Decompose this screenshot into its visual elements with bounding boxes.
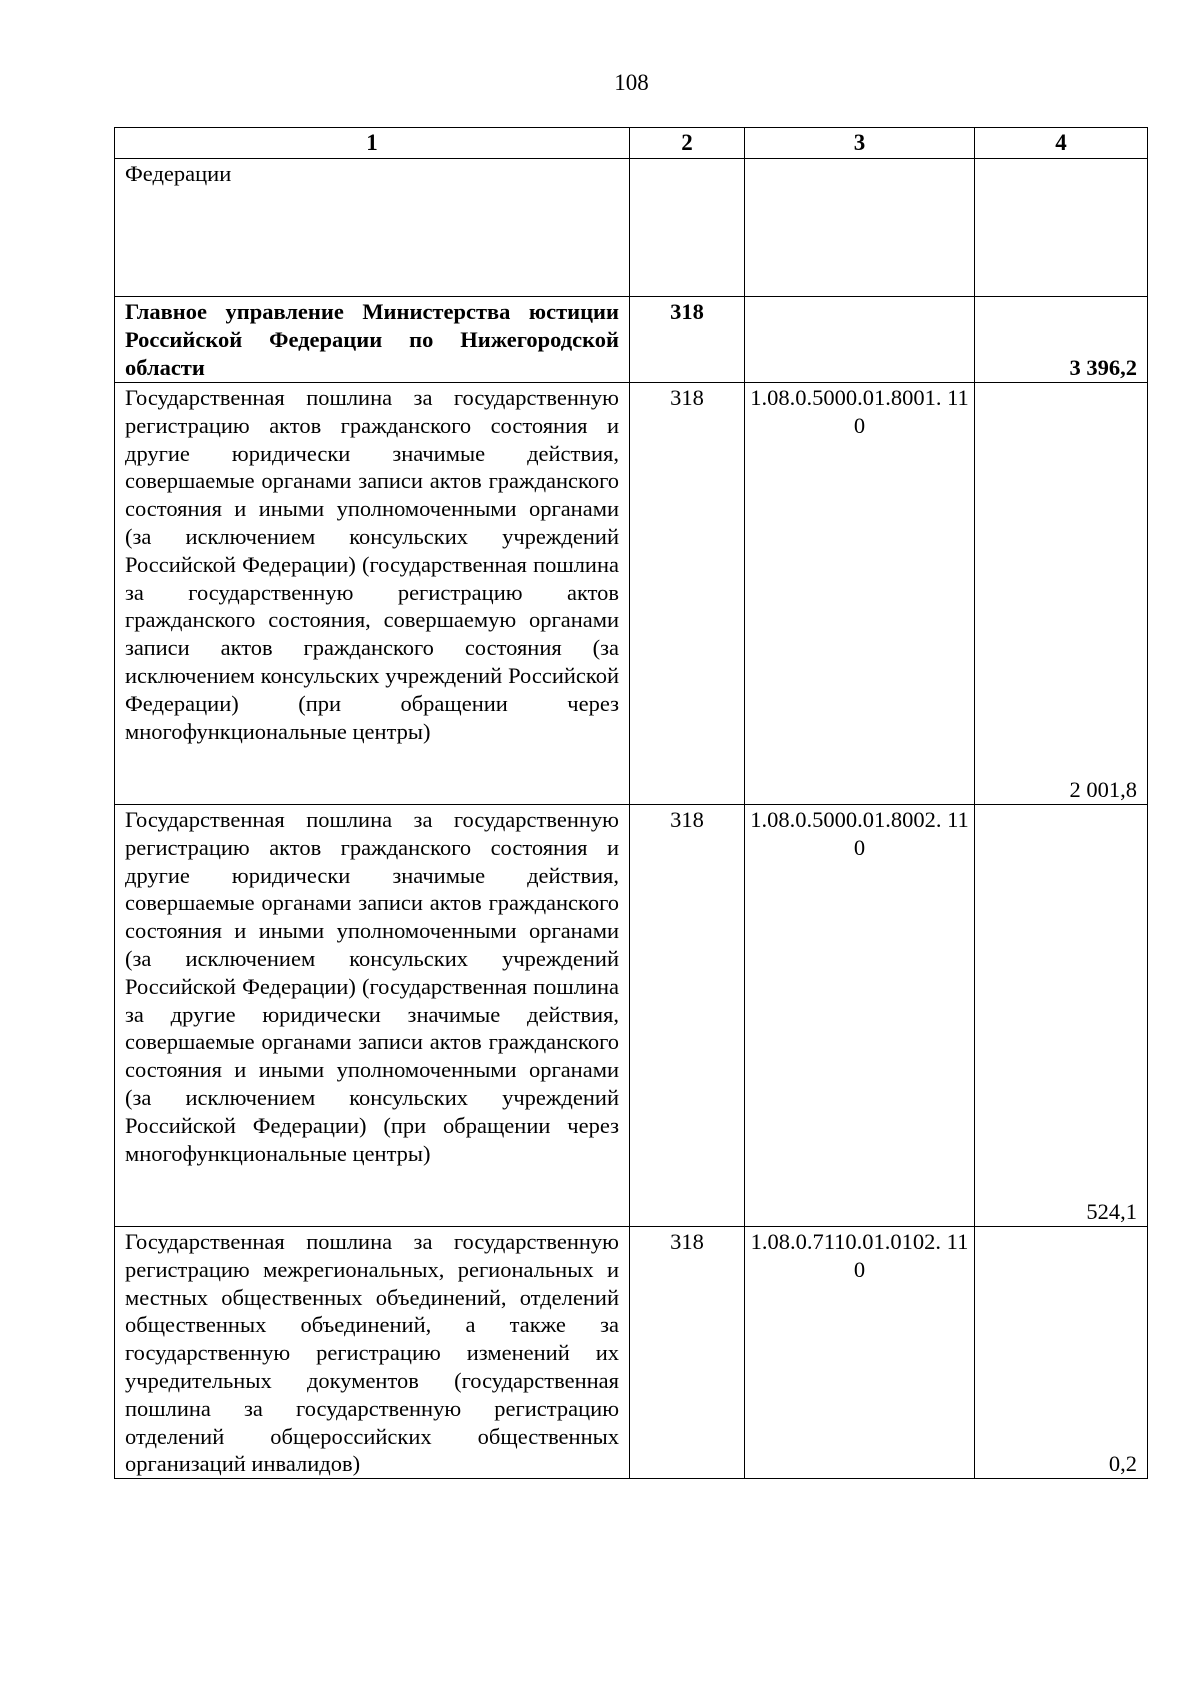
- row-kbk-cell: 1.08.0.5000.01.8002. 110: [745, 805, 975, 1227]
- row-code-cell: [630, 159, 745, 297]
- page-number: 108: [614, 70, 649, 95]
- column-header-3: 3: [745, 128, 975, 159]
- row-amount-cell: 524,1: [975, 805, 1148, 1227]
- row-code-cell: 318: [630, 805, 745, 1227]
- table-row: [115, 297, 1148, 383]
- row-code-cell: 318: [630, 383, 745, 805]
- row-kbk-cell: 1.08.0.5000.01.8001. 110: [745, 383, 975, 805]
- table-row: [115, 383, 1148, 805]
- table-row: [115, 159, 1148, 297]
- row-kbk-cell: 1.08.0.7110.01.0102. 110: [745, 1227, 975, 1479]
- table-row: [115, 805, 1148, 1227]
- column-header-2: 2: [630, 128, 745, 159]
- table-row: [115, 1227, 1148, 1479]
- row-name-cell: Государственная пошлина за государственную регистрацию актов гражданского состояния и другие юридически значимые действия, совершаемые органами записи актов гражданского состояния и иными уполномоченными органами (за исключением консульских учреждений Российской Федерации) (государственная пошлина за государственную регистрацию актов гражданского состояния, совершаемую органами записи актов гражданского состояния (за исключением консульских учреждений Российской Федерации) (при обращении через многофункциональные центры): [115, 383, 630, 805]
- row-kbk-cell: [745, 297, 975, 383]
- row-name-cell: Государственная пошлина за государственную регистрацию межрегиональных, региональных и местных общественных объединений, отделений общественных объединений, а также за государственную регистрацию изменений их учредительных документов (государственная пошлина за государственную регистрацию отделений общероссийских общественных организаций инвалидов): [115, 1227, 630, 1479]
- table-header-row: [115, 128, 1148, 159]
- row-amount-cell: 2 001,8: [975, 383, 1148, 805]
- column-header-4: 4: [975, 128, 1148, 159]
- row-name-cell: Главное управление Министерства юстиции Российской Федерации по Нижегородской области: [115, 297, 630, 383]
- row-amount-cell: 0,2: [975, 1227, 1148, 1479]
- row-amount-cell: [975, 159, 1148, 297]
- row-name-cell: Федерации: [115, 159, 630, 297]
- row-name-cell: Государственная пошлина за государственную регистрацию актов гражданского состояния и другие юридически значимые действия, совершаемые органами записи актов гражданского состояния и иными уполномоченными органами (за исключением консульских учреждений Российской Федерации) (государственная пошлина за другие юридически значимые действия, совершаемые органами записи актов гражданского состояния и иными уполномоченными органами (за исключением консульских учреждений Российской Федерации) (при обращении через многофункциональные центры): [115, 805, 630, 1227]
- column-header-1: 1: [115, 128, 630, 159]
- revenue-table: [114, 127, 1148, 1479]
- row-kbk-cell: [745, 159, 975, 297]
- row-amount-cell: 3 396,2: [975, 297, 1148, 383]
- row-code-cell: 318: [630, 297, 745, 383]
- row-code-cell: 318: [630, 1227, 745, 1479]
